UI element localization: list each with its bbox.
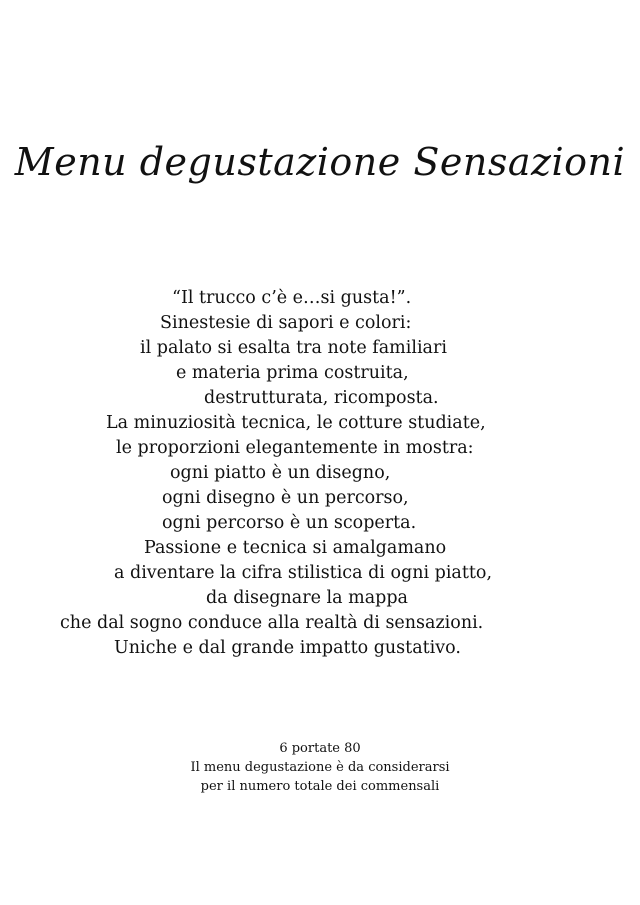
description-line: Uniche e dal grande impatto gustativo. <box>114 638 461 658</box>
price-line: 6 portate 80 <box>279 741 361 756</box>
description-line: Sinestesie di sapori e colori: <box>160 313 412 333</box>
footer-note-line: Il menu degustazione è da considerarsi <box>190 760 450 775</box>
footer-note-line: per il numero totale dei commensali <box>200 779 440 794</box>
menu-title: Menu degustazione Sensazioni <box>14 140 626 184</box>
description-line: le proporzioni elegantemente in mostra: <box>116 438 474 458</box>
description-line: Passione e tecnica si amalgamano <box>144 538 447 558</box>
description-line: destrutturata, ricomposta. <box>204 388 439 408</box>
description-line: ogni disegno è un percorso, <box>162 488 409 508</box>
description-line: “Il trucco c’è e…si gusta!”. <box>172 288 412 308</box>
description-line: ogni percorso è un scoperta. <box>162 513 417 533</box>
description-line: il palato si esalta tra note familiari <box>140 338 447 358</box>
description-line: da disegnare la mappa <box>206 588 408 608</box>
description-line: e materia prima costruita, <box>176 363 409 383</box>
description-line: La minuziosità tecnica, le cotture studiate, <box>106 413 486 433</box>
description-line: a diventare la cifra stilistica di ogni piatto, <box>114 563 493 583</box>
description-line: ogni piatto è un disegno, <box>170 463 391 483</box>
description-line: che dal sogno conduce alla realtà di sensazioni. <box>60 613 484 633</box>
